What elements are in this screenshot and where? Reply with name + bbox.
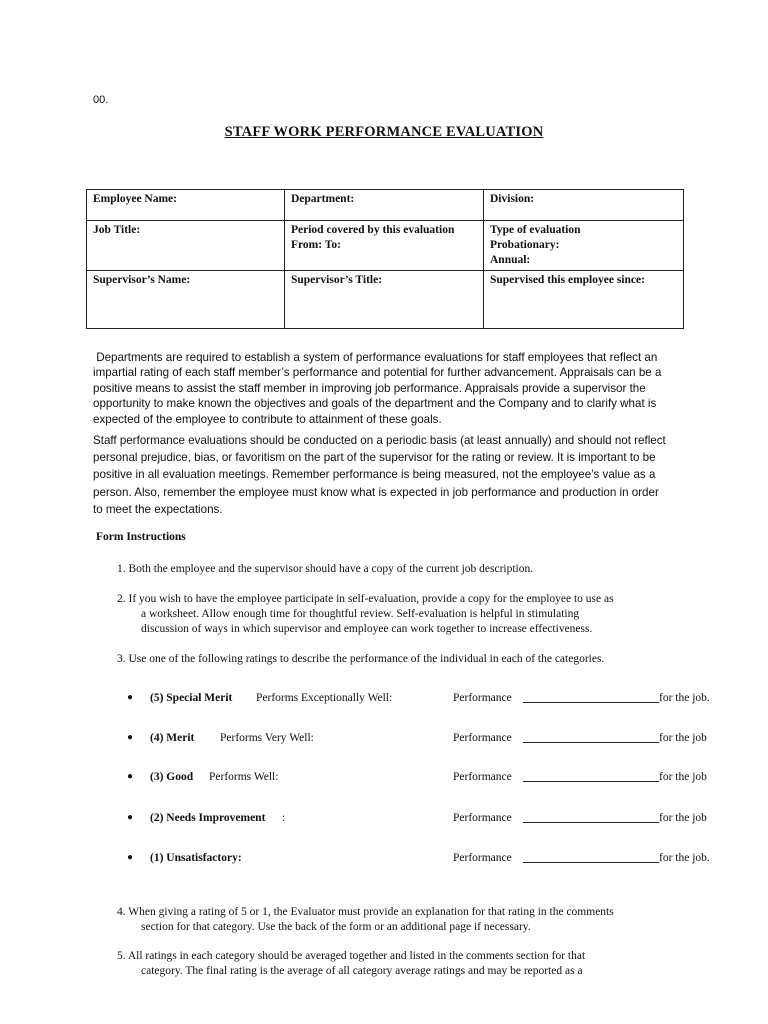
performance-label: Performance bbox=[453, 692, 512, 704]
performance-blank-line[interactable] bbox=[523, 862, 659, 863]
performance-blank-line[interactable] bbox=[523, 822, 659, 823]
rating-label: (5) Special Merit bbox=[150, 692, 233, 704]
bullet-icon: ● bbox=[127, 852, 134, 863]
intro-paragraph-2: Staff performance evaluations should be conducted on a periodic basis (at least annually) and should not reflect personal prejudice, bias, or favoritism on the part of the supervisor for the rating or review. It is important to be positive in all evaluation meetings. Remember performance is being measured, not the employee’s value as a person. Also, remember the employee must know what is expected in job performance and production in order to meet the expectations. bbox=[93, 434, 666, 516]
for-the-job-text: for the job. bbox=[659, 692, 710, 704]
rating-row-merit bbox=[127, 729, 727, 747]
instruction-item-2: 2. If you wish to have the employee participate in self-evaluation, provide a copy for the employee to use as a worksheet. Allow enough time for thoughtful review. Self-evaluation is helpful in stimulating discussion of ways in which supervisor and employee can work together to increase effectiveness. bbox=[117, 593, 614, 635]
rating-label: (4) Merit bbox=[150, 732, 195, 744]
rating-label: (3) Good bbox=[150, 771, 194, 783]
rating-description: Performs Very Well: bbox=[220, 732, 314, 744]
department-cell[interactable]: Department: bbox=[285, 190, 484, 221]
employee-name-cell[interactable]: Employee Name: bbox=[87, 190, 285, 221]
supervised-since-cell[interactable]: Supervised this employee since: bbox=[484, 271, 684, 329]
rating-row-good bbox=[127, 768, 727, 786]
rating-label: (2) Needs Improvement bbox=[150, 812, 266, 824]
bullet-icon: ● bbox=[127, 732, 134, 743]
document-title: STAFF WORK PERFORMANCE EVALUATION bbox=[224, 124, 544, 140]
supervisor-title-cell[interactable]: Supervisor’s Title: bbox=[285, 271, 484, 329]
for-the-job-text: for the job bbox=[659, 732, 707, 744]
employee-info-table bbox=[86, 189, 684, 329]
performance-label: Performance bbox=[453, 732, 512, 744]
rating-label: (1) Unsatisfactory: bbox=[150, 852, 242, 864]
performance-label: Performance bbox=[453, 771, 512, 783]
for-the-job-text: for the job bbox=[659, 812, 707, 824]
supervisor-name-cell[interactable]: Supervisor’s Name: bbox=[87, 271, 285, 329]
for-the-job-text: for the job bbox=[659, 771, 707, 783]
rating-description: Performs Exceptionally Well: bbox=[256, 692, 393, 704]
period-covered-cell[interactable]: Period covered by this evaluation From: To: bbox=[285, 221, 484, 271]
rating-description: Performs Well: bbox=[209, 771, 279, 783]
instruction-item-4: 4. When giving a rating of 5 or 1, the Evaluator must provide an explanation for that rating in the comments section for that category. Use the back of the form or an additional page if necessary. bbox=[117, 906, 614, 933]
intro-paragraph-1: Departments are required to establish a system of performance evaluations for staff employees that reflect an impartial rating of each staff member’s performance and potential for further advancement. Appraisals can be a positive means to assist the staff member in improving job performance. Appraisals provide a supervisor the opportunity to make known the objectives and goals of the department and the Company and to clarify what is expected of the employee to contribute to attainment of these goals. bbox=[93, 351, 662, 426]
performance-blank-line[interactable] bbox=[523, 702, 659, 703]
performance-blank-line[interactable] bbox=[523, 781, 659, 782]
job-title-cell[interactable]: Job Title: bbox=[87, 221, 285, 271]
performance-label: Performance bbox=[453, 812, 512, 824]
bullet-icon: ● bbox=[127, 692, 134, 703]
bullet-icon: ● bbox=[127, 812, 134, 823]
form-instructions-heading: Form Instructions bbox=[96, 531, 186, 543]
instruction-item-1: 1. Both the employee and the supervisor should have a copy of the current job description. bbox=[117, 563, 534, 575]
page-number: 00. bbox=[93, 94, 109, 106]
instruction-item-3: 3. Use one of the following ratings to describe the performance of the individual in each of the categories. bbox=[117, 653, 605, 665]
bullet-icon: ● bbox=[127, 771, 134, 782]
rating-row-unsatisfactory bbox=[127, 849, 727, 867]
rating-row-special-merit bbox=[127, 689, 727, 707]
for-the-job-text: for the job. bbox=[659, 852, 710, 864]
rating-description: : bbox=[282, 812, 286, 824]
division-cell[interactable]: Division: bbox=[484, 190, 684, 221]
performance-label: Performance bbox=[453, 852, 512, 864]
instruction-item-5: 5. All ratings in each category should be averaged together and listed in the comments section for that category. The final rating is the average of all category average ratings and may be reported as a bbox=[117, 950, 586, 977]
type-of-evaluation-cell[interactable]: Type of evaluation Probationary: Annual: bbox=[484, 221, 684, 271]
performance-blank-line[interactable] bbox=[523, 742, 659, 743]
rating-row-needs-improvement bbox=[127, 809, 727, 827]
